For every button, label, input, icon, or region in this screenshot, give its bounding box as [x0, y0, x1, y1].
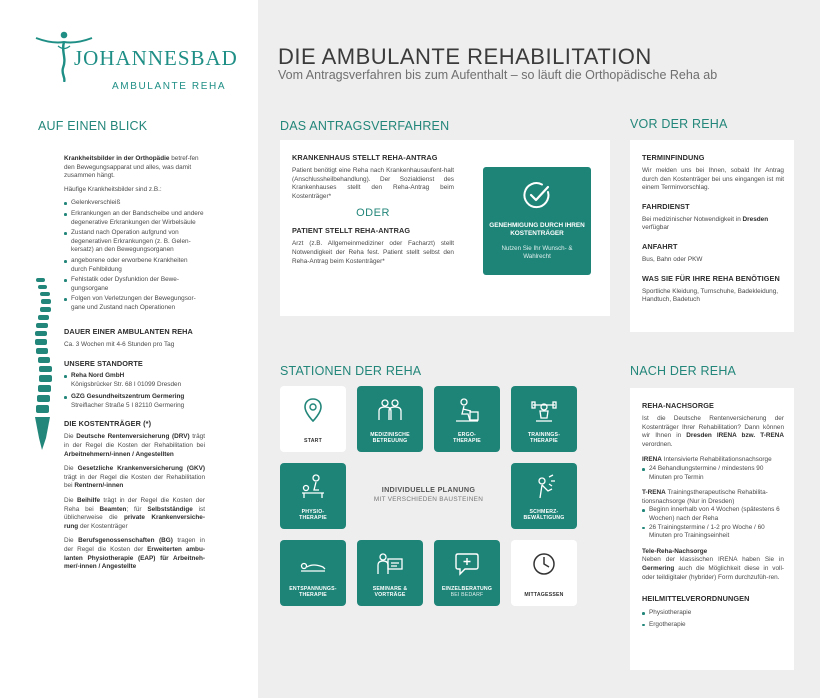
station-label: START	[304, 438, 322, 445]
check-circle-icon	[521, 179, 553, 211]
list-item: Physiotherapie	[642, 609, 784, 618]
oder-label: ODER	[356, 207, 390, 220]
station-training	[511, 386, 577, 452]
antrag-card	[280, 140, 610, 316]
vor-p1: Wir melden uns bei Ihnen, sobald Ihr Antrag durch den Kostenträger bei uns eingangen ist mit einem Terminvorschlag.	[642, 167, 784, 192]
vor-card	[630, 140, 794, 332]
dauer-title: DAUER EINER AMBULANTEN REHA	[64, 326, 193, 336]
approval-sub: Nutzen Sie Ihr Wunsch- & Wahlrecht	[501, 245, 573, 260]
kosten-drv: Die Deutsche Rentenversicherung (DRV) trägt in der Regel die Kosten der Rehabilitation bei Arbeitnehmern/-innen / Angestellten	[64, 433, 205, 458]
standort-name: GZG Gesundheitszentrum Germering	[71, 393, 185, 401]
kosten-bg: Die Berufsgenossenschaften (BG) tragen in der Regel die Kosten der Erweiterten ambu-lanten Physiotherapie (EAP) für Arbeitneh-mer/-innen / Angestellte	[64, 537, 205, 571]
training-icon	[530, 396, 558, 424]
ergotherapy-icon	[453, 396, 481, 424]
nach-t1: REHA-NACHSORGE	[642, 401, 714, 410]
station-start	[280, 386, 346, 452]
planning-title: INDIVIDUELLE PLANUNG	[381, 485, 476, 494]
standort-name: Reha Nord GmbH	[71, 372, 125, 380]
heilmittel-list	[642, 609, 784, 629]
station-physio	[280, 463, 346, 529]
station-seminare	[357, 540, 423, 606]
station-label: MITTAGESSEN	[524, 592, 564, 599]
irena-list	[642, 465, 784, 482]
station-label: MEDIZINISCHE BETREUUNG	[370, 431, 410, 445]
logo	[34, 18, 238, 92]
station-label: ERGO- THERAPIE	[453, 431, 481, 445]
station-label: EINZELBERATUNG BEI BEDARF	[441, 585, 493, 599]
station-label: SCHMERZ- BEWÄLTIGUNG	[523, 508, 565, 522]
doctors-icon	[376, 396, 404, 424]
list-item	[64, 393, 205, 410]
antrag-h1: KRANKENHAUS STELLT REHA-ANTRAG	[292, 153, 438, 162]
standorte-list	[64, 372, 205, 410]
nach-t2: HEILMITTELVERORDNUNGEN	[642, 594, 750, 604]
station-label: ENTSPANNUNGS- THERAPIE	[289, 585, 337, 599]
trena-list	[642, 506, 784, 540]
tele-text: Neben der klassischen IRENA haben Sie in Germering auch die Möglichkeit diese in voll-oder teildigitaler (hybrider) Form durchzufüh-ren.	[642, 556, 784, 581]
clock-icon	[530, 550, 558, 578]
standort-address: Streiflacher Straße 5 I 82110 Germering	[71, 401, 185, 409]
list-item: 24 Behandlungstermine / mindestens 90 Minuten pro Termin	[642, 465, 784, 482]
location-pin-icon	[299, 396, 327, 424]
station-label: SEMINARE & VORTRÄGE	[372, 585, 408, 599]
list-item: Gelenkverschleiß	[64, 199, 205, 208]
list-item: Folgen von Verletzungen der Bewegungsor-gane und Zustand nach Operationen	[64, 295, 205, 312]
consultation-icon	[453, 550, 481, 578]
pain-icon	[530, 473, 558, 501]
vor-p3: Bus, Bahn oder PKW	[642, 255, 703, 263]
trena-text: T-RENA Trainingstherapeutische Rehabilita-tionsnachsorge (Nur in Dresden)	[642, 489, 768, 505]
vor-t1: TERMINFINDUNG	[642, 153, 705, 162]
individual-planning	[357, 463, 500, 529]
irena-text: IRENA Intensivierte Rehabilitationsnachsorge	[642, 456, 772, 464]
list-item: 26 Trainingstermine / 1-2 pro Woche / 60 Minuten pro Trainingseinheit	[642, 524, 784, 541]
list-item: Zustand nach Operation aufgrund von degenerativen Erkrankungen (z. B. Gelen-kersatz) an den Bewegungsorganen	[64, 229, 205, 255]
spine-icon	[30, 278, 54, 458]
kosten-beihilfe: Die Beihilfe trägt in der Regel die Kosten der Reha bei Beamten; für Selbstständige ist üblicherweise die private Krankenversiche-rung der Kostenträger	[64, 497, 206, 530]
relaxation-icon	[299, 550, 327, 578]
condition-list	[64, 199, 205, 312]
vor-t3: ANFAHRT	[642, 241, 678, 251]
list-item: Ergotherapie	[642, 621, 784, 630]
section-heading-vor: VOR DER REHA	[630, 117, 728, 131]
kosten-gkv: Die Gesetzliche Krankenversicherung (GKV) trägt in der Regel die Kosten der Rehabilitation bei Rentnern/-innen	[64, 465, 205, 490]
station-label: PHYSIO- THERAPIE	[299, 508, 327, 522]
planning-sub: MIT VERSCHIEDEN BAUSTEINEN	[373, 496, 484, 503]
physiotherapy-icon	[299, 473, 327, 501]
approval-box	[483, 167, 591, 275]
tele-title: Tele-Reha-Nachsorge	[642, 547, 708, 555]
standorte-title: UNSERE STANDORTE	[64, 359, 143, 369]
station-schmerz	[511, 463, 577, 529]
blick-content	[64, 155, 205, 572]
section-heading-stationen: STATIONEN DER REHA	[280, 364, 422, 378]
station-ergo	[434, 386, 500, 452]
page-title: DIE AMBULANTE REHABILITATION	[278, 44, 652, 69]
kosten-title: DIE KOSTENTRÄGER (*)	[64, 419, 152, 429]
station-einzelberatung	[434, 540, 500, 606]
list-title: Häufige Krankheitsbilder sind z.B.:	[64, 185, 162, 193]
list-item: Beginn innerhalb von 4 Wochen (spätestens 6 Wochen) nach der Reha	[642, 506, 784, 523]
antrag-h2: PATIENT STELLT REHA-ANTRAG	[292, 226, 411, 236]
logo-wordmark: JOHANNESBAD	[74, 46, 238, 70]
antrag-p2: Arzt (z.B. Allgemeinmediziner oder Facharzt) stellt Notwendigkeit der Reha fest. Patient stellt selbst den Reha-Antrag beim Kostenträger*	[292, 240, 454, 265]
list-item: Erkrankungen an der Bandscheibe und andere degenerative Erkrankungen der Wirbelsäule	[64, 210, 205, 227]
vor-t2: FAHRDIENST	[642, 201, 690, 211]
list-item: Fehlstatik oder Dysfunktion der Bewe-gungsorgane	[64, 276, 205, 293]
seminar-icon	[376, 550, 404, 578]
list-item	[64, 372, 205, 389]
station-entspannung	[280, 540, 346, 606]
section-heading-antrag: DAS ANTRAGSVERFAHREN	[280, 119, 450, 133]
vor-t4: WAS SIE FÜR IHRE REHA BENÖTIGEN	[642, 273, 780, 283]
logo-subline: AMBULANTE REHA	[112, 81, 227, 92]
antrag-p1: Patient benötigt eine Reha nach Krankenhausaufent-halt (Anschlussheilbehandlung). Der Sozialdienst des Krankenhauses stellt den Reha-Antrag beim Kostenträger*	[292, 167, 454, 200]
list-item: angeborene oder erworbene Krankheiten durch Fehlbildung	[64, 257, 205, 274]
vor-p2: Bei medizinischer Notwendigkeit in Dresden verfügbar	[642, 215, 769, 232]
page-subtitle: Vom Antragsverfahren bis zum Aufenthalt – so läuft die Orthopädische Reha ab	[278, 68, 718, 82]
vor-p4: Sportliche Kleidung, Turnschuhe, Badekleidung, Handtuch, Badetuch	[642, 287, 779, 304]
intro-bold: Krankheitsbilder in der Orthopädie	[64, 155, 170, 162]
station-mittagessen	[511, 540, 577, 606]
dauer-text: Ca. 3 Wochen mit 4-6 Stunden pro Tag	[64, 340, 175, 348]
nach-p1: Ist die Deutsche Rentenversicherung der Kostenträger Ihrer Rehabilitation? Dann können wir Ihnen in Dresden IRENA bzw. T-RENA verordnen.	[642, 415, 784, 448]
intro-rest: betref-fen den Bewegungsapparat und alles, was damit zusammen hängt.	[64, 155, 199, 180]
nach-card	[630, 388, 794, 670]
section-heading-blick: AUF EINEN BLICK	[38, 119, 148, 133]
intro-text	[64, 155, 205, 181]
station-medizin	[357, 386, 423, 452]
standort-address: Königsbrücker Str. 68 I 01099 Dresden	[71, 380, 182, 388]
approval-title: GENEHMIGUNG DURCH IHREN KOSTENTRÄGER	[489, 222, 585, 237]
section-heading-nach: NACH DER REHA	[630, 364, 737, 378]
station-label: TRAININGS- THERAPIE	[527, 431, 561, 445]
